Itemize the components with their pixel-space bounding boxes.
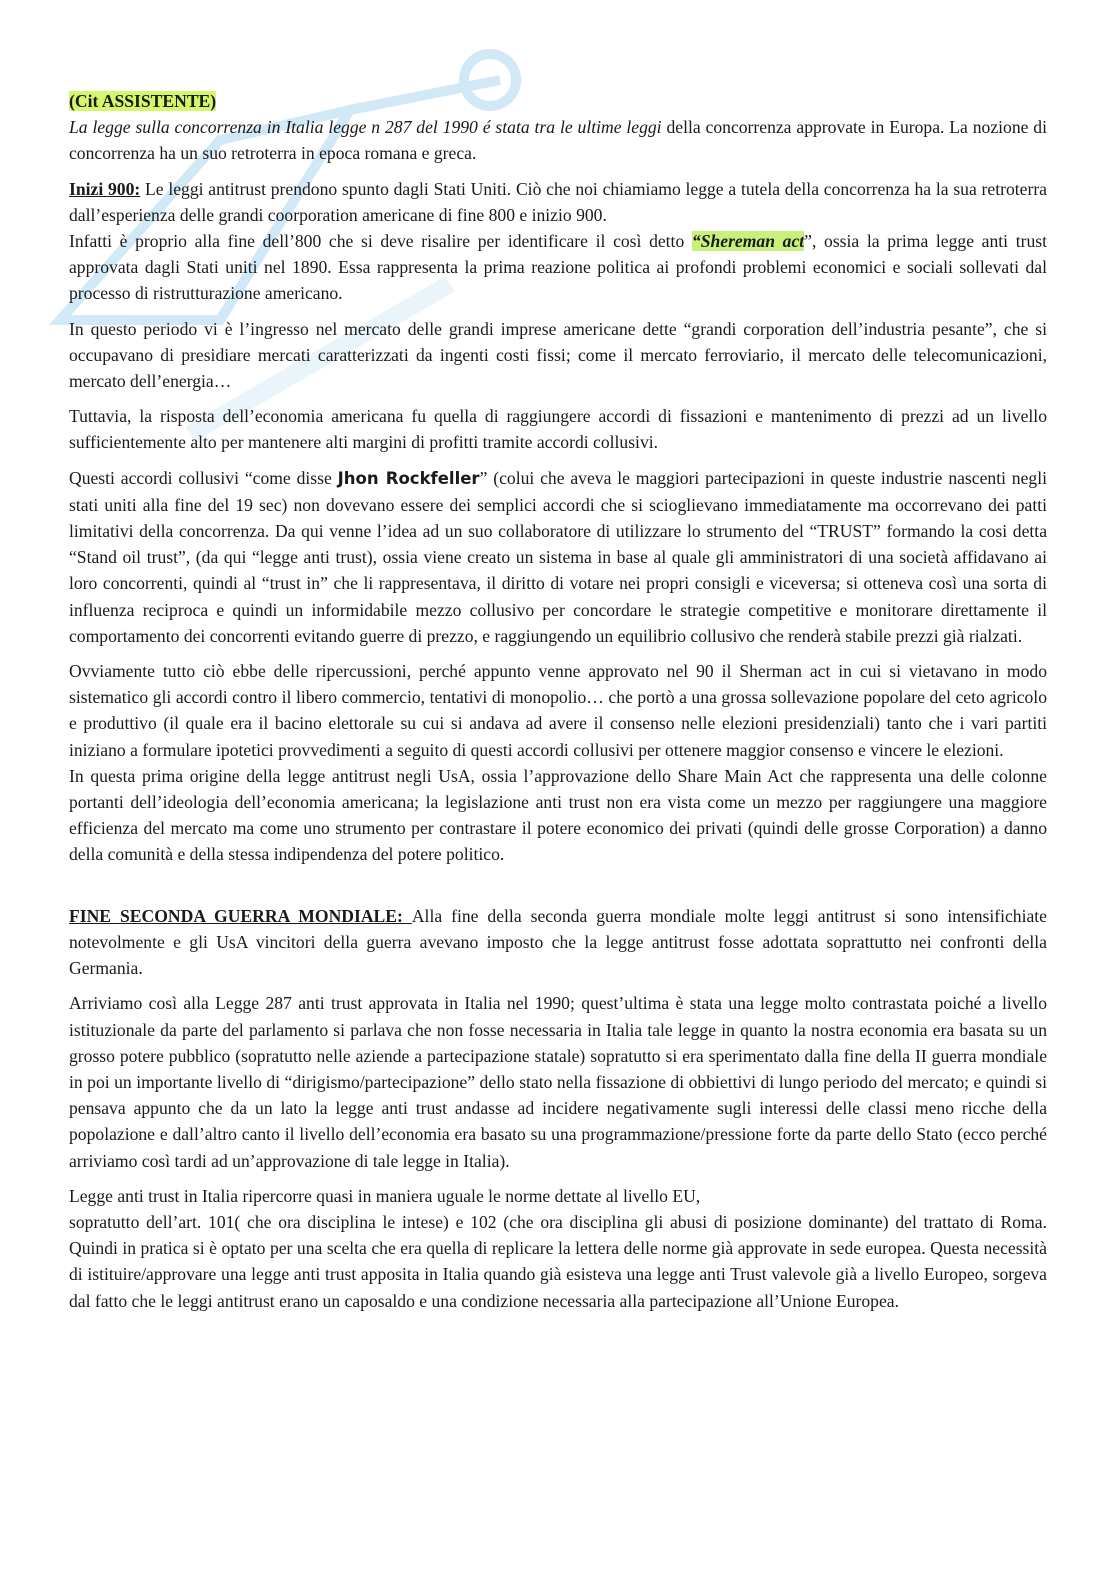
- document-body: [69, 88, 1047, 1323]
- corporation-paragraph: In questo periodo vi è l’ingresso nel mercato delle grandi imprese americane dette “grandi corporation dell’industria pesante”, che si occupavano di presidiare mercati caratterizzati da ingenti costi fissi; come il mercato ferroviario, il mercato delle telecomunicazioni, mercato dell’energia…: [69, 318, 1047, 392]
- header-label: (Cit ASSISTENTE): [69, 91, 217, 111]
- legge-287-paragraph: Arriviamo così alla Legge 287 anti trust approvata in Italia nel 1990; quest’ultima è stata una legge molto contrastata poiché a livello istituzionale da parte del parlamento si parlava che non fosse necessaria in Italia tale legge in quanto la nostra economia era basata su un grosso potere pubblico (sopratutto nelle aziende a partecipazione statale) sopratutto si era sperimentato dalla fine della II guerra mondiale in poi un importante livello di “dirigismo/partecipazione” dello stato nella fissazione di obbiettivi di lungo periodo del mercato; e quindi si pensava appunto che da un lato la legge anti trust andasse ad incidere negativamente sugli interessi delle classi meno ricche della popolazione e dall’altro canto il livello dell’economia era basato su una programmazione/pressione forte da parte dello Stato (ecco perché arriviamo così tardi ad un’approvazione di tale legge in Italia).: [69, 993, 1047, 1171]
- eu-norms-line: Legge anti trust in Italia ripercorre quasi in maniera uguale le norme dettate al livello EU,: [69, 1185, 701, 1206]
- section-gap: [69, 877, 1047, 903]
- collusive-paragraph: Tuttavia, la risposta dell’economia americana fu quella di raggiungere accordi di fissazioni e mantenimento di prezzi ad un livello sufficientemente alto per mantenere alti margini di profitti tramite accordi collusivi.: [69, 406, 1047, 453]
- section2-intro-paragraph: FINE SECONDA GUERRA MONDIALE: Alla fine della seconda guerra mondiale molte leggi antitrust si sono intensifichiate notevolmente e gli UsA vincitori della guerra avevano imposto che la legge antitrust fosse adottata soprattutto nei confronti della Germania.: [69, 905, 1047, 979]
- rockfeller-paragraph: Questi accordi collusivi “come disse Jhon Rockfeller” (colui che aveva le maggiori partecipazioni in queste industrie nascenti negli stati uniti alla fine del 19 sec) non dovevano essere dei semplici accordi che si scioglievano immediatamente ma occorrevano dei patti limitativi della concorrenza. Da qui venne l’idea ad un suo collaboratore di utilizzare lo strumento del “TRUST” formando la cosi detta “Stand oil trust”, (da qui “legge anti trust), ossia viene creato un sistema in base al quale gli amministratori di una società affidavano ai loro concorrenti, quindi al “trust in” che li rappresentava, il diritto di votare nei propri consigli e viceversa; si otteneva così una sorta di influenza reciproca e quindi un informidabile mezzo collusivo per concordare le strategie competitive e monitorare direttamente il comportamento dei concorrenti evitando guerre di prezzo, e raggiungendo un equilibrio collusivo che renderà stabile prezzi già rialzati.: [69, 467, 1047, 646]
- section1-heading: Inizi 900:: [69, 178, 141, 199]
- intro-paragraph: La legge sulla concorrenza in Italia legge n 287 del 1990 é stata tra le ultime leggi della concorrenza approvate in Europa. La nozione di concorrenza ha un suo retroterra in epoca romana e greca.: [69, 117, 1047, 164]
- origin-paragraph: In questa prima origine della legge antitrust negli UsA, ossia l’approvazione dello Share Main Act che rappresenta una delle colonne portanti dell’ideologia dell’economia americana; la legislazione anti trust non era vista come un mezzo per raggiungere una maggiore efficienza del mercato ma come uno strumento per contrastare il potere economico dei privati (quindi delle grosse Corporation) a danno della comunità e della stessa indipendenza del potere politico.: [69, 765, 1047, 865]
- sherman-act-highlight: “Shereman act: [691, 231, 805, 252]
- sherman-act-paragraph: Infatti è proprio alla fine dell’800 che si deve risalire per identificare il così detto “Shereman act”, ossia la prima legge anti trust approvata dagli Stati uniti nel 1890. Essa rappresenta la prima reazione politica ai profondi problemi economici e sociali sollevati dal processo di ristrutturazione americano.: [69, 231, 1047, 304]
- sherman-repercussion-paragraph: Ovviamente tutto ciò ebbe delle ripercussioni, perché appunto venne approvato nel 90 il Sherman act in cui si vietavano in modo sistematico gli accordi contro il libero commercio, tentativi di monopolio… che portò a una grossa sollevazione popolare del ceto agricolo e produttivo (il quale era il bacino elettorale su cui si andava ad avere il consenso nelle elezioni presidenziali) tanto che i vari partiti iniziano a formulare ipotetici provvedimenti a seguito di questi accordi collusivi per ottenere maggior consenso e vincere le elezioni.: [69, 661, 1047, 760]
- section2-heading: FINE SECONDA GUERRA MONDIALE:: [69, 905, 412, 926]
- section1-intro-paragraph: Inizi 900: Le leggi antitrust prendono spunto dagli Stati Uniti. Ciò che noi chiamiamo legge a tutela della concorrenza ha la sua retroterra dall’esperienza delle grandi coorporation americane di fine 800 e inizio 900.: [69, 178, 1047, 225]
- rockfeller-name: Jhon Rockfeller: [337, 468, 480, 488]
- eu-norms-paragraph: sopratutto dell’art. 101( che ora disciplina le intese) e 102 (che ora disciplina gli abusi di posizione dominante) del trattato di Roma. Quindi in pratica si è optato per una scelta che era quella di replicare la lettera delle norme già approvate in sede europea. Questa necessità di istituire/approvare una legge anti trust apposita in Italia quando già esisteva una legge anti Trust valevole già a livello Europeo, sorgeva dal fatto che le leggi antitrust erano un caposaldo e una condizione necessaria alla partecipazione all’Unione Europea.: [69, 1211, 1047, 1311]
